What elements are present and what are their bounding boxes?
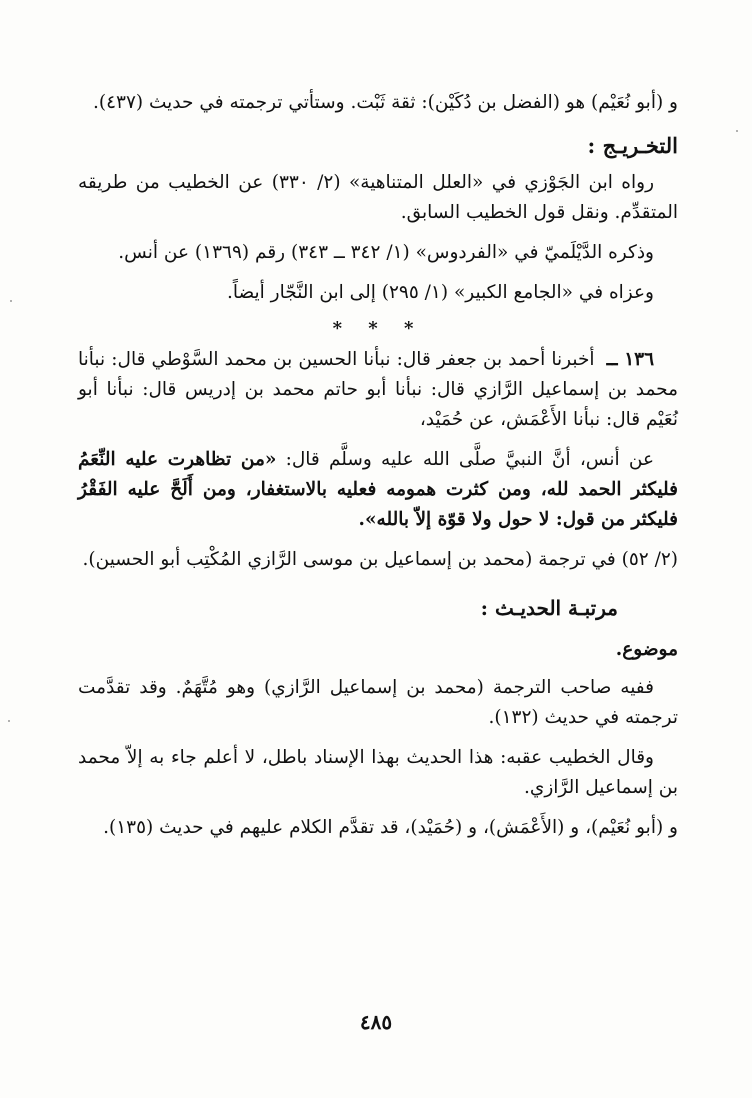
page-number: ٤٨٥ [359, 1010, 393, 1034]
narrators-note: و (أبو نُعَيْم)، و (الأَعْمَش)، و (حُمَيْد)، قد تقدَّم الكلام عليهم في حديث (١٣٥). [103, 817, 678, 838]
hadith-grade-heading: مرتبـة الحديـث : [480, 596, 618, 620]
isnad-text: أخبرنا أحمد بن جعفر قال: نبأنا الحسين بن محمد السَّوْطي قال: نبأنا محمد بن إسماعيل الرَّازي قال: نبأنا أبو حاتم محمد بن إدريس قال: نبأنا أبو نُعَيْم قال: نبأنا الأَعْمَش، عن حُمَيْد، [78, 349, 678, 430]
takhrij-jami-kabir: وعزاه في «الجامع الكبير» (١/ ٢٩٥) إلى ابن النَّجّار أيضاً. [226, 282, 654, 303]
hadith-grade: موضوع. [615, 639, 678, 660]
matn-intro: عن أنس، أنَّ النبيَّ صلَّى الله عليه وسلَّم قال: [285, 449, 654, 470]
matn-text: «من تظاهرت عليه النِّعَمُ فليكثر الحمد لله، ومن كثرت همومه فعليه بالاستغفار، ومن أَلَحَّ عليه الفَقْرُ فليكثر من قول: لا حول ولا قوّة إلاّ بالله». [78, 449, 678, 530]
section-separator: * * * [332, 318, 424, 339]
grade-reason: ففيه صاحب الترجمة (محمد بن إسماعيل الرَّازي) وهو مُتَّهَمٌ. وقد تقدَّمت ترجمته في حديث (١٣٢). [78, 677, 678, 728]
scan-speck [736, 130, 738, 132]
page-body [78, 88, 678, 853]
takhrij-ibn-jawzi: رواه ابن الجَوْزي في «العلل المتناهية» (٢/ ٣٣٠) عن الخطيب من طريقه المتقدِّم. ونقل قول الخطيب السابق. [78, 172, 678, 223]
hadith-isnad [78, 345, 678, 435]
scan-speck [10, 300, 12, 302]
takhrij-heading: التخـريـج : [587, 133, 678, 158]
takhrij-daylami: وذكره الدَّيْلَميّ في «الفردوس» (١/ ٣٤٢ ــ ٣٤٣) رقم (١٣٦٩) عن أنس. [118, 242, 654, 263]
narrator-note: و (أبو نُعَيْم) هو (الفضل بن دُكَيْن): ثقة ثَبْت. وستأتي ترجمته في حديث (٤٣٧). [92, 92, 678, 113]
hadith-matn [78, 445, 678, 535]
khatib-comment: وقال الخطيب عقبه: هذا الحديث بهذا الإسناد باطل، لا أعلم جاء به إلاّ محمد بن إسماعيل الرَّازي. [78, 747, 678, 798]
source-reference: (٢/ ٥٢) في ترجمة (محمد بن إسماعيل بن موسى الرَّازي المُكْتِب أبو الحسين). [82, 549, 678, 570]
hadith-number: ١٣٦ ــ [606, 349, 655, 370]
scan-speck [8, 720, 10, 722]
